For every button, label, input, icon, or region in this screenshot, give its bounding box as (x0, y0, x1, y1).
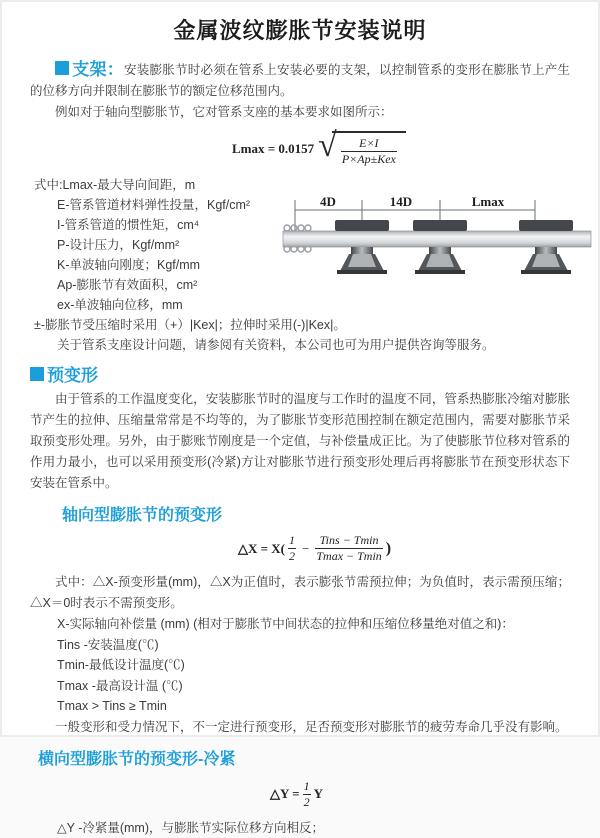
axial-formula-legend: 式中：△X-预变形量(mm)，△X为正值时，表示膨张节需预拉伸；为负值时，表示需预压缩；△X＝0时表示不需预变形。 (30, 572, 570, 614)
note-line: Tmax -最高设计温 (℃) (57, 676, 570, 697)
predeform-section-heading: 预变形 (47, 366, 98, 385)
axial-predeform-formula (238, 533, 598, 564)
half-fraction-numerator: 1 (288, 533, 296, 548)
section-bullet-icon (30, 367, 44, 381)
sqrt-radical (318, 131, 406, 167)
predeform-section-heading-row (30, 365, 570, 387)
radical-sign-icon: √ (318, 131, 337, 161)
pipe (283, 231, 591, 247)
predeform-body-paragraph: 由于管系的工作温度变化，安装膨胀节时的温度与工作时的温度不同，管系热膨胀冷缩对膨胀节产生的拉伸、压缩量常常是不均等的，为了膨胀节变形范围控制在额定范围内，需要对膨胀节采取预变形处理。另外，由于膨账节刚度是一个定值，与补偿量成正比。为了使膨胀节位移对管系的作用力最小，也可以采用预变形(冷紧)方让对膨胀节进行预变形处理后再将膨胀节在预变形状态下安装在管系中。 (30, 389, 570, 494)
note-line: X-实际轴向补偿量 (mm) (相对于膨胀节中间状态的拉伸和压缩位移量绝对值之和)： (57, 614, 570, 635)
definition-line: 关于管系支座设计问题，请参阅有关资料，本公司也可为用户提供咨询等服务。 (57, 335, 570, 355)
lateral-formula-rhs: Y (314, 786, 323, 802)
lateral-formula-lhs: △Y = (270, 786, 300, 802)
definition-line: ex-单波轴向位移，mm (57, 295, 570, 315)
axial-formula-rparen: ) (386, 540, 391, 558)
dim-label-4d: 4D (320, 194, 336, 209)
section-bullet-icon (55, 61, 69, 75)
temp-fraction-numerator: Tins − Tmin (319, 533, 380, 548)
half-fraction-denominator: 2 (303, 794, 311, 810)
pipe-support-diagram (283, 192, 597, 292)
dim-label-lmax: Lmax (472, 194, 505, 209)
lmax-formula-numerator: E×I (358, 136, 379, 151)
support-section-heading: 支架： (72, 60, 124, 79)
minus-operator: − (302, 541, 309, 557)
note-line: Tmax > Tins ≥ Tmin (57, 696, 570, 717)
lateral-predeform-formula (270, 779, 598, 810)
lmax-formula (232, 131, 598, 167)
axial-predeform-heading: 轴向型膨胀节的预变形 (62, 502, 570, 525)
lmax-formula-lhs: Lmax = 0.0157 (232, 141, 314, 157)
definition-line: 式中:Lmax-最大导向间距，m (34, 175, 570, 195)
dim-label-14d: 14D (390, 194, 412, 209)
lateral-predeform-heading: 横向型膨胀节的预变形-冷紧 (38, 746, 570, 769)
note-line: Tmin-最低设计温度(℃) (57, 655, 570, 676)
definition-line: E-管系管道材料弹性投量，Kgf/cm² (57, 195, 570, 215)
half-fraction-numerator: 1 (303, 779, 311, 794)
support-example-line: 例如对于轴向型膨胀节，它对管系支座的基本要求如图所示： (30, 102, 570, 123)
support-intro-paragraph (30, 59, 570, 102)
definition-line: I-管系管道的惯性矩，cm⁴ (57, 215, 570, 235)
definition-line: Ap-膨胀节有效面积，cm² (57, 275, 570, 295)
half-fraction-denominator: 2 (288, 548, 296, 564)
axial-closing-line: 一般变形和受力情况下，不一定进行预变形，足否预变形对膨胀节的疲劳寿命几乎没有影响。 (30, 717, 570, 738)
definition-line: K-单波轴向刚度；Kgf/mm (57, 255, 570, 275)
lateral-note-line: △Y -冷紧量(mm)，与膨胀节实际位移方向相反； (57, 818, 570, 838)
axial-formula-lhs: △X = X( (238, 541, 285, 557)
definition-line: P-设计压力，Kgf/mm² (57, 235, 570, 255)
lmax-formula-denominator: P×Ap±Kex (341, 151, 397, 167)
temp-fraction-denominator: Tmax − Tmin (315, 548, 382, 564)
page-title: 金属波纹膨胀节安装说明 (32, 14, 568, 45)
note-line: Tins -安装温度(℃) (57, 635, 570, 656)
support-intro-text: 安装膨胀节时必须在管系上安装必要的支架，以控制管系的变形在膨胀节上产生的位移方向并限制在膨胀节的额定位移范围内。 (30, 63, 570, 98)
definition-line: ±-膨胀节受压缩时采用（+）|Kex|；拉伸时采用(-)|Kex|。 (34, 315, 570, 335)
